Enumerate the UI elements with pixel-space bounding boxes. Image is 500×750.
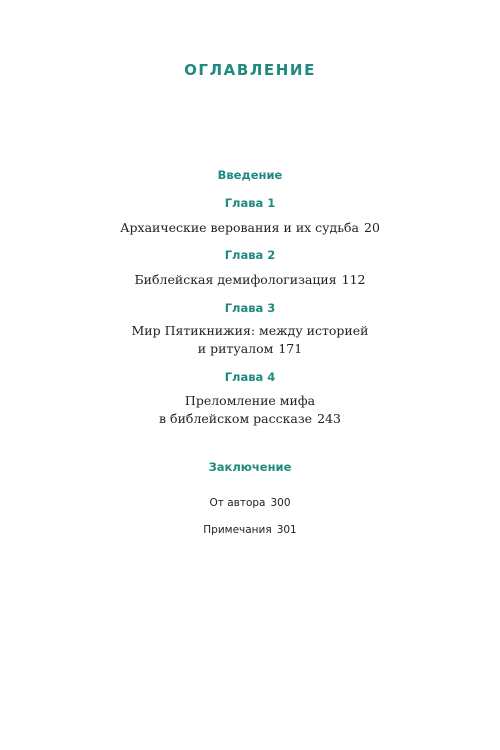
notes-page: 301 [276, 524, 297, 536]
chapter-1-page: 20 [364, 220, 380, 235]
back-matter-notes-entry[interactable] [0, 524, 500, 536]
chapter-3-heading: Глава 3 [224, 301, 276, 315]
chapter-1-entry[interactable] [0, 219, 500, 237]
chapter-2-page: 112 [341, 272, 366, 287]
chapter-2-entry[interactable] [0, 271, 500, 289]
introduction-heading: Введение [217, 168, 283, 182]
chapter-4-entry[interactable] [0, 392, 500, 428]
chapter-3-title-line-2: и ритуалом [197, 341, 274, 356]
chapter-1-title: Архаические верования и их судьба [120, 220, 360, 235]
back-matter-author-entry[interactable] [0, 497, 500, 509]
chapter-3-page: 171 [278, 341, 303, 356]
chapter-4-heading: Глава 4 [224, 370, 276, 384]
chapter-2-title: Библейская демифологизация [134, 272, 337, 287]
chapter-1-heading: Глава 1 [224, 196, 276, 210]
chapter-2-heading: Глава 2 [224, 248, 276, 262]
chapter-4-title-line-1: Преломление мифа [184, 393, 316, 408]
toc-title: ОГЛАВЛЕНИЕ [184, 61, 316, 79]
author-label: От автора [209, 497, 266, 509]
chapter-3-entry[interactable] [0, 322, 500, 358]
chapter-4-title-line-2: в библейском рассказе [159, 411, 313, 426]
author-page: 300 [270, 497, 291, 509]
chapter-3-title-line-1: Мир Пятикнижия: между историей [131, 323, 369, 338]
chapter-4-page: 243 [317, 411, 341, 426]
conclusion-heading: Заключение [208, 460, 292, 474]
notes-label: Примечания [203, 524, 272, 536]
